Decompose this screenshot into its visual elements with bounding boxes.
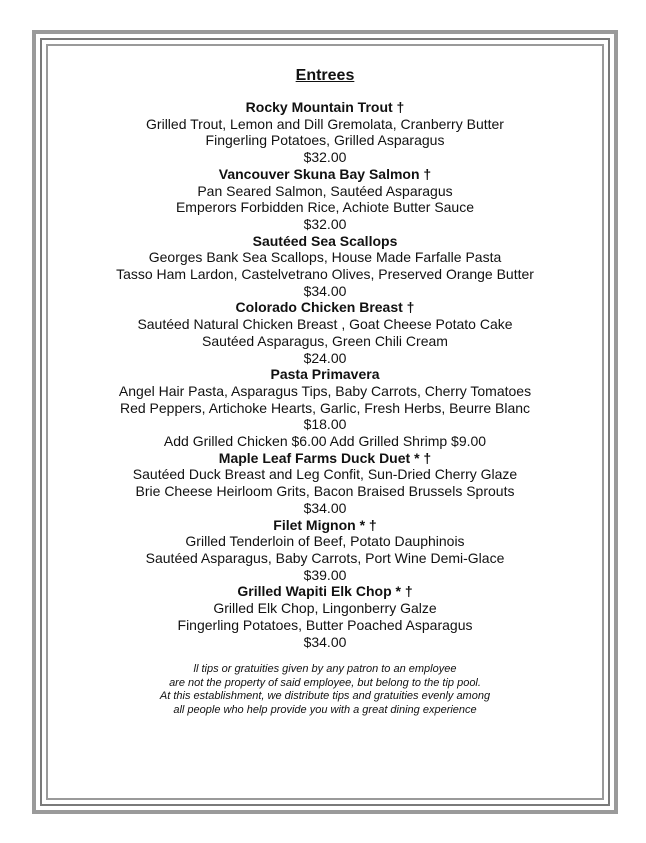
item-price: $34.00 bbox=[303, 499, 347, 516]
item-name: Pasta Primavera bbox=[270, 366, 380, 383]
item-description: Sautéed Natural Chicken Breast , Goat Cheese Potato Cake bbox=[137, 316, 513, 333]
item-description: Fingerling Potatoes, Grilled Asparagus bbox=[205, 132, 445, 149]
item-name: Maple Leaf Farms Duck Duet * † bbox=[218, 449, 432, 466]
item-name: Sautéed Sea Scallops bbox=[252, 232, 398, 249]
item-description: Grilled Tenderloin of Beef, Potato Dauphinois bbox=[185, 533, 465, 550]
item-name: Grilled Wapiti Elk Chop * † bbox=[237, 583, 413, 600]
tip-disclaimer bbox=[50, 663, 600, 717]
disclaimer-line: At this establishment, we distribute tips and gratuities evenly among bbox=[159, 690, 491, 703]
item-description: Red Peppers, Artichoke Hearts, Garlic, Fresh Herbs, Beurre Blanc bbox=[119, 399, 531, 416]
menu-item bbox=[50, 166, 600, 233]
item-description: Brie Cheese Heirloom Grits, Bacon Braised Brussels Sprouts bbox=[135, 483, 515, 500]
item-description: Fingerling Potatoes, Butter Poached Asparagus bbox=[177, 616, 473, 633]
item-price: $24.00 bbox=[303, 349, 347, 366]
item-price: $32.00 bbox=[303, 149, 347, 166]
item-name: Rocky Mountain Trout † bbox=[245, 99, 405, 115]
item-price: $34.00 bbox=[303, 282, 347, 299]
item-addon: Add Grilled Chicken $6.00 Add Grilled Shrimp $9.00 bbox=[163, 433, 487, 450]
item-description: Tasso Ham Lardon, Castelvetrano Olives, Preserved Orange Butter bbox=[116, 266, 534, 283]
menu-item bbox=[50, 583, 600, 650]
disclaimer-line: ll tips or gratuities given by any patron to an employee bbox=[193, 663, 457, 676]
item-price: $18.00 bbox=[303, 416, 347, 433]
disclaimer-line: all people who help provide you with a great dining experience bbox=[173, 703, 477, 716]
menu-item bbox=[50, 450, 600, 517]
menu-item bbox=[50, 366, 600, 450]
item-description: Angel Hair Pasta, Asparagus Tips, Baby Carrots, Cherry Tomatoes bbox=[118, 382, 532, 399]
item-name: Vancouver Skuna Bay Salmon † bbox=[218, 165, 432, 182]
item-description: Grilled Trout, Lemon and Dill Gremolata, Cranberry Butter bbox=[146, 115, 504, 132]
item-price: $32.00 bbox=[303, 215, 347, 232]
item-price: $39.00 bbox=[303, 566, 347, 583]
item-description: Grilled Elk Chop, Lingonberry Galze bbox=[213, 600, 437, 617]
item-description: Sautéed Asparagus, Baby Carrots, Port Wine Demi-Glace bbox=[145, 549, 505, 566]
page-title: Entrees bbox=[295, 67, 355, 84]
menu-item bbox=[50, 299, 600, 366]
menu-item bbox=[50, 517, 600, 584]
item-description: Pan Seared Salmon, Sautéed Asparagus bbox=[197, 182, 453, 199]
item-description: Sautéed Asparagus, Green Chili Cream bbox=[202, 332, 448, 349]
menu-item bbox=[50, 99, 600, 166]
menu-item bbox=[50, 233, 600, 300]
item-price: $34.00 bbox=[303, 633, 347, 650]
disclaimer-line: are not the property of said employee, but belong to the tip pool. bbox=[169, 676, 481, 689]
item-description: Georges Bank Sea Scallops, House Made Farfalle Pasta bbox=[148, 249, 502, 266]
item-description: Sautéed Duck Breast and Leg Confit, Sun-Dried Cherry Glaze bbox=[132, 466, 518, 483]
item-description: Emperors Forbidden Rice, Achiote Butter Sauce bbox=[175, 199, 475, 216]
item-name: Filet Mignon * † bbox=[273, 516, 377, 533]
item-name: Colorado Chicken Breast † bbox=[235, 299, 415, 316]
menu-page bbox=[50, 66, 600, 717]
